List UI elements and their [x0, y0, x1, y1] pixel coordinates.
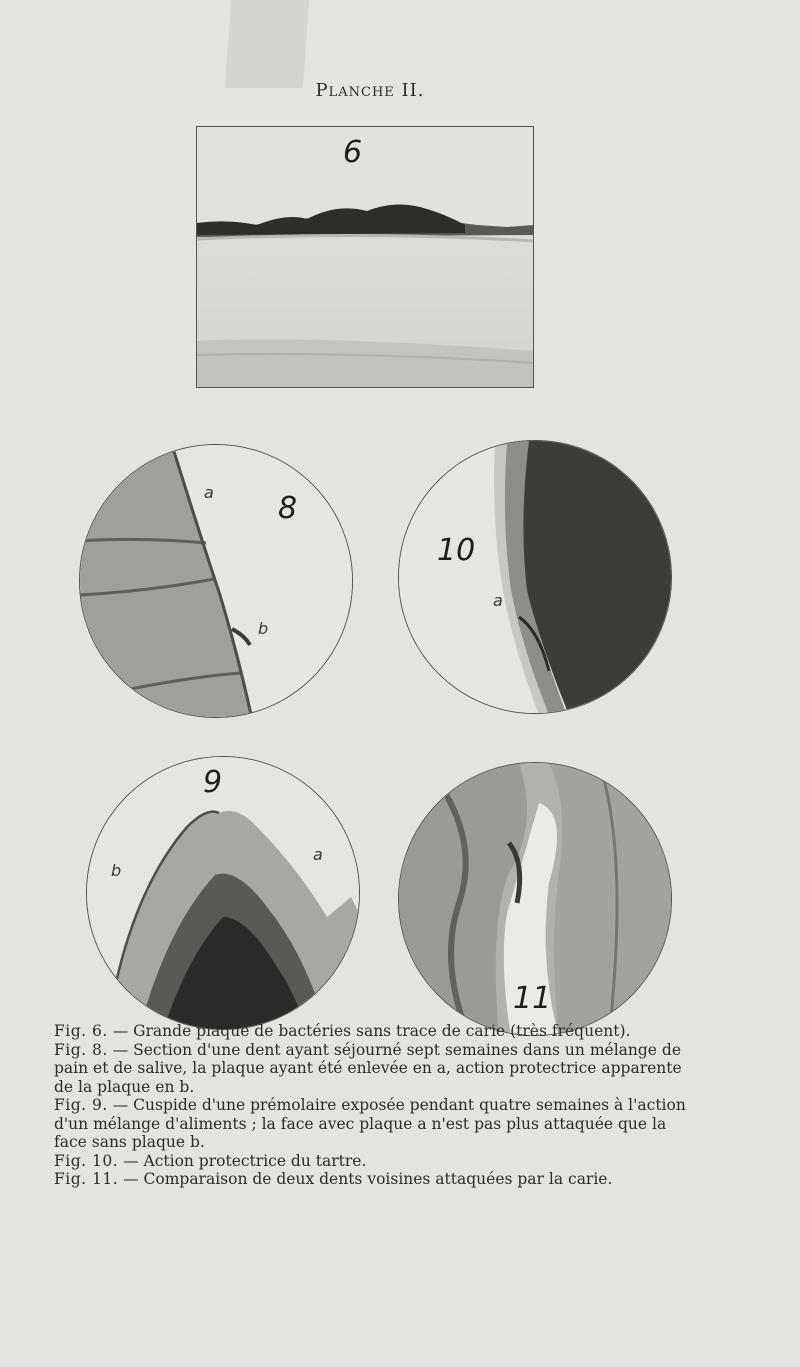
figure-11-number: 11 [513, 981, 552, 1016]
figure-9-label-a: a [313, 845, 323, 864]
figure-captions [54, 1022, 702, 1189]
caption-text: — Grande plaque de bactéries sans trace de carie (très fréquent). [112, 1022, 631, 1040]
caption-label: Fig. 6. [54, 1022, 108, 1040]
figure-10-image [399, 441, 672, 714]
figure-6-image [197, 127, 534, 388]
figure-8-number: 8 [278, 491, 298, 526]
caption-fig-6 [54, 1022, 702, 1041]
plate-title: Planche II. [315, 80, 425, 101]
tape-strip [225, 0, 309, 88]
caption-fig-8 [54, 1041, 702, 1097]
caption-label: Fig. 10. [54, 1151, 119, 1170]
figure-6 [196, 126, 534, 388]
figure-11 [398, 762, 672, 1036]
figure-10-number: 10 [437, 533, 476, 568]
caption-label: Fig. 8. [54, 1040, 108, 1059]
caption-label: Fig. 9. [54, 1096, 108, 1114]
figure-10-label-a: a [493, 591, 503, 610]
figure-8-label-b: b [258, 619, 269, 638]
caption-fig-9 [54, 1096, 702, 1152]
caption-label: Fig. 11. [54, 1170, 119, 1188]
figure-10 [398, 440, 672, 714]
caption-text: — Section d'une dent ayant séjourné sept semaines dans un mélange de pain et de salive, la plaque ayant été enlevée en a, action protectrice apparente de la plaque en b. [54, 1040, 682, 1096]
figure-9-number: 9 [203, 765, 223, 800]
figure-8-label-a: a [204, 483, 214, 502]
figure-8-image [80, 445, 353, 718]
caption-fig-11 [54, 1170, 702, 1189]
figure-9-image [87, 757, 360, 1030]
figure-8 [79, 444, 353, 718]
figure-6-number: 6 [343, 135, 363, 170]
caption-fig-10 [54, 1152, 702, 1171]
caption-text: — Comparaison de deux dents voisines attaquées par la carie. [123, 1170, 613, 1188]
figure-9-label-b: b [111, 861, 122, 880]
caption-text: — Action protectrice du tartre. [123, 1151, 367, 1170]
caption-text: — Cuspide d'une prémolaire exposée pendant quatre semaines à l'action d'un mélange d'aliments ; la face avec plaque a n'est pas plus attaquée que la face sans plaque b. [54, 1096, 686, 1151]
figure-9 [86, 756, 360, 1030]
